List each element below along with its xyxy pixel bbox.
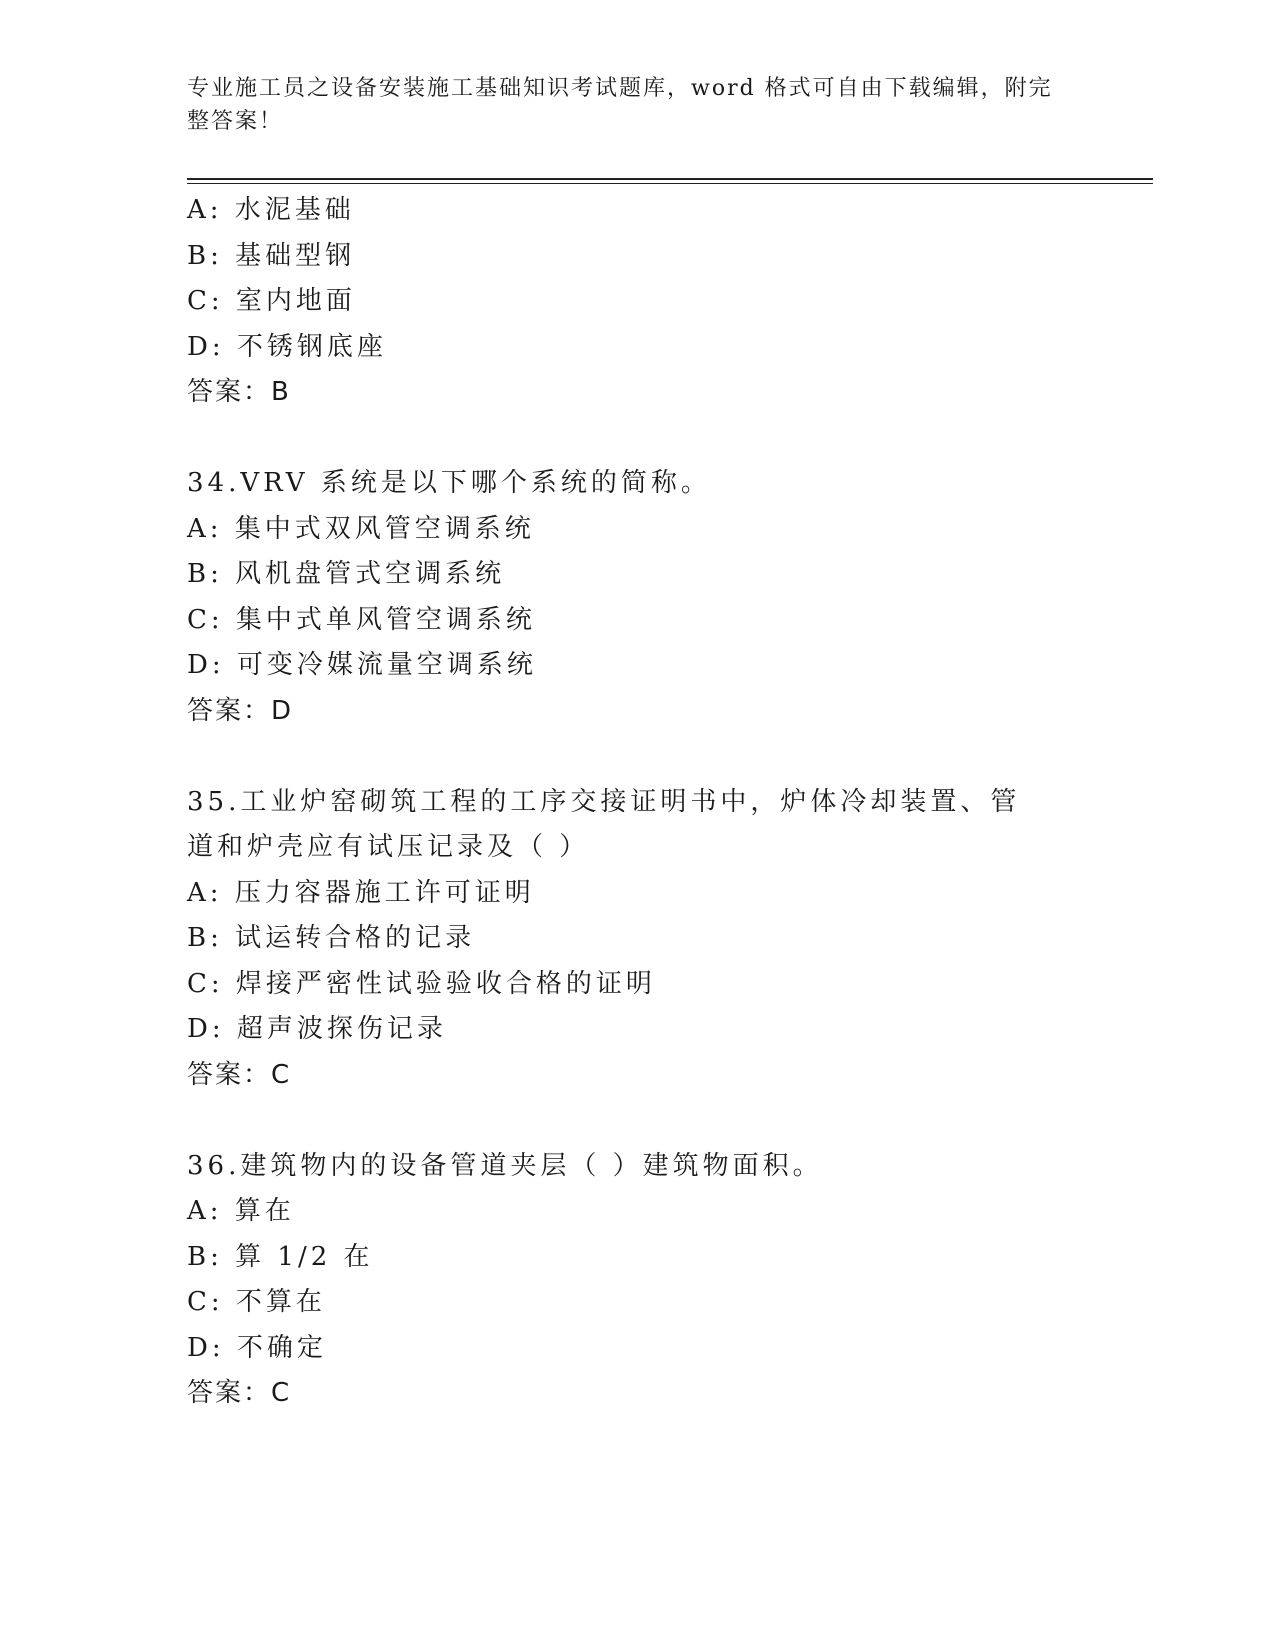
header-divider-thin bbox=[187, 183, 1153, 184]
answer-line: 答案：C bbox=[187, 1059, 292, 1090]
header-divider-thick bbox=[187, 178, 1153, 180]
option-b: B: 风机盘管式空调系统 bbox=[187, 559, 506, 589]
spacer bbox=[187, 1098, 1087, 1144]
option-a: A: 集中式双风管空调系统 bbox=[187, 513, 535, 544]
option-b: B: 试运转合格的记录 bbox=[187, 923, 476, 953]
answer-line: 答案：B bbox=[187, 377, 291, 407]
option-d: D: 不确定 bbox=[187, 1332, 327, 1363]
option-c: C: 集中式单风管空调系统 bbox=[187, 604, 536, 635]
option-d: D: 不锈钢底座 bbox=[187, 331, 387, 362]
option-a: A: 压力容器施工许可证明 bbox=[187, 877, 535, 908]
option-c: C: 室内地面 bbox=[187, 286, 356, 316]
option-d: D: 超声波探伤记录 bbox=[187, 1014, 447, 1044]
question-list bbox=[187, 188, 1087, 1417]
question-text: 36.建筑物内的设备管道夹层（ ）建筑物面积。 bbox=[187, 1150, 823, 1181]
question-block bbox=[187, 461, 1087, 734]
spacer bbox=[187, 416, 1087, 462]
question-block bbox=[187, 1144, 1087, 1417]
option-d: D: 可变冷媒流量空调系统 bbox=[187, 650, 537, 680]
answer-line: 答案：D bbox=[187, 695, 294, 726]
option-c: C: 不算在 bbox=[187, 1287, 326, 1317]
question-text: 34.VRV 系统是以下哪个系统的简称。 bbox=[187, 468, 711, 498]
option-b: B: 基础型钢 bbox=[187, 240, 356, 271]
question-text: 35.工业炉窑砌筑工程的工序交接证明书中，炉体冷却装置、管道和炉壳应有试压记录及（ ） bbox=[187, 786, 1021, 862]
option-a: A: 水泥基础 bbox=[187, 195, 355, 225]
answer-line: 答案：C bbox=[187, 1378, 292, 1408]
document-header: 专业施工员之设备安装施工基础知识考试题库，word 格式可自由下载编辑，附完整答案！ bbox=[187, 76, 1053, 134]
question-block bbox=[187, 780, 1087, 1099]
option-b: B: 算 1/2 在 bbox=[187, 1241, 374, 1272]
question-block bbox=[187, 188, 1087, 416]
option-a: A: 算在 bbox=[187, 1196, 295, 1226]
spacer bbox=[187, 734, 1087, 780]
option-c: C: 焊接严密性试验验收合格的证明 bbox=[187, 968, 656, 999]
